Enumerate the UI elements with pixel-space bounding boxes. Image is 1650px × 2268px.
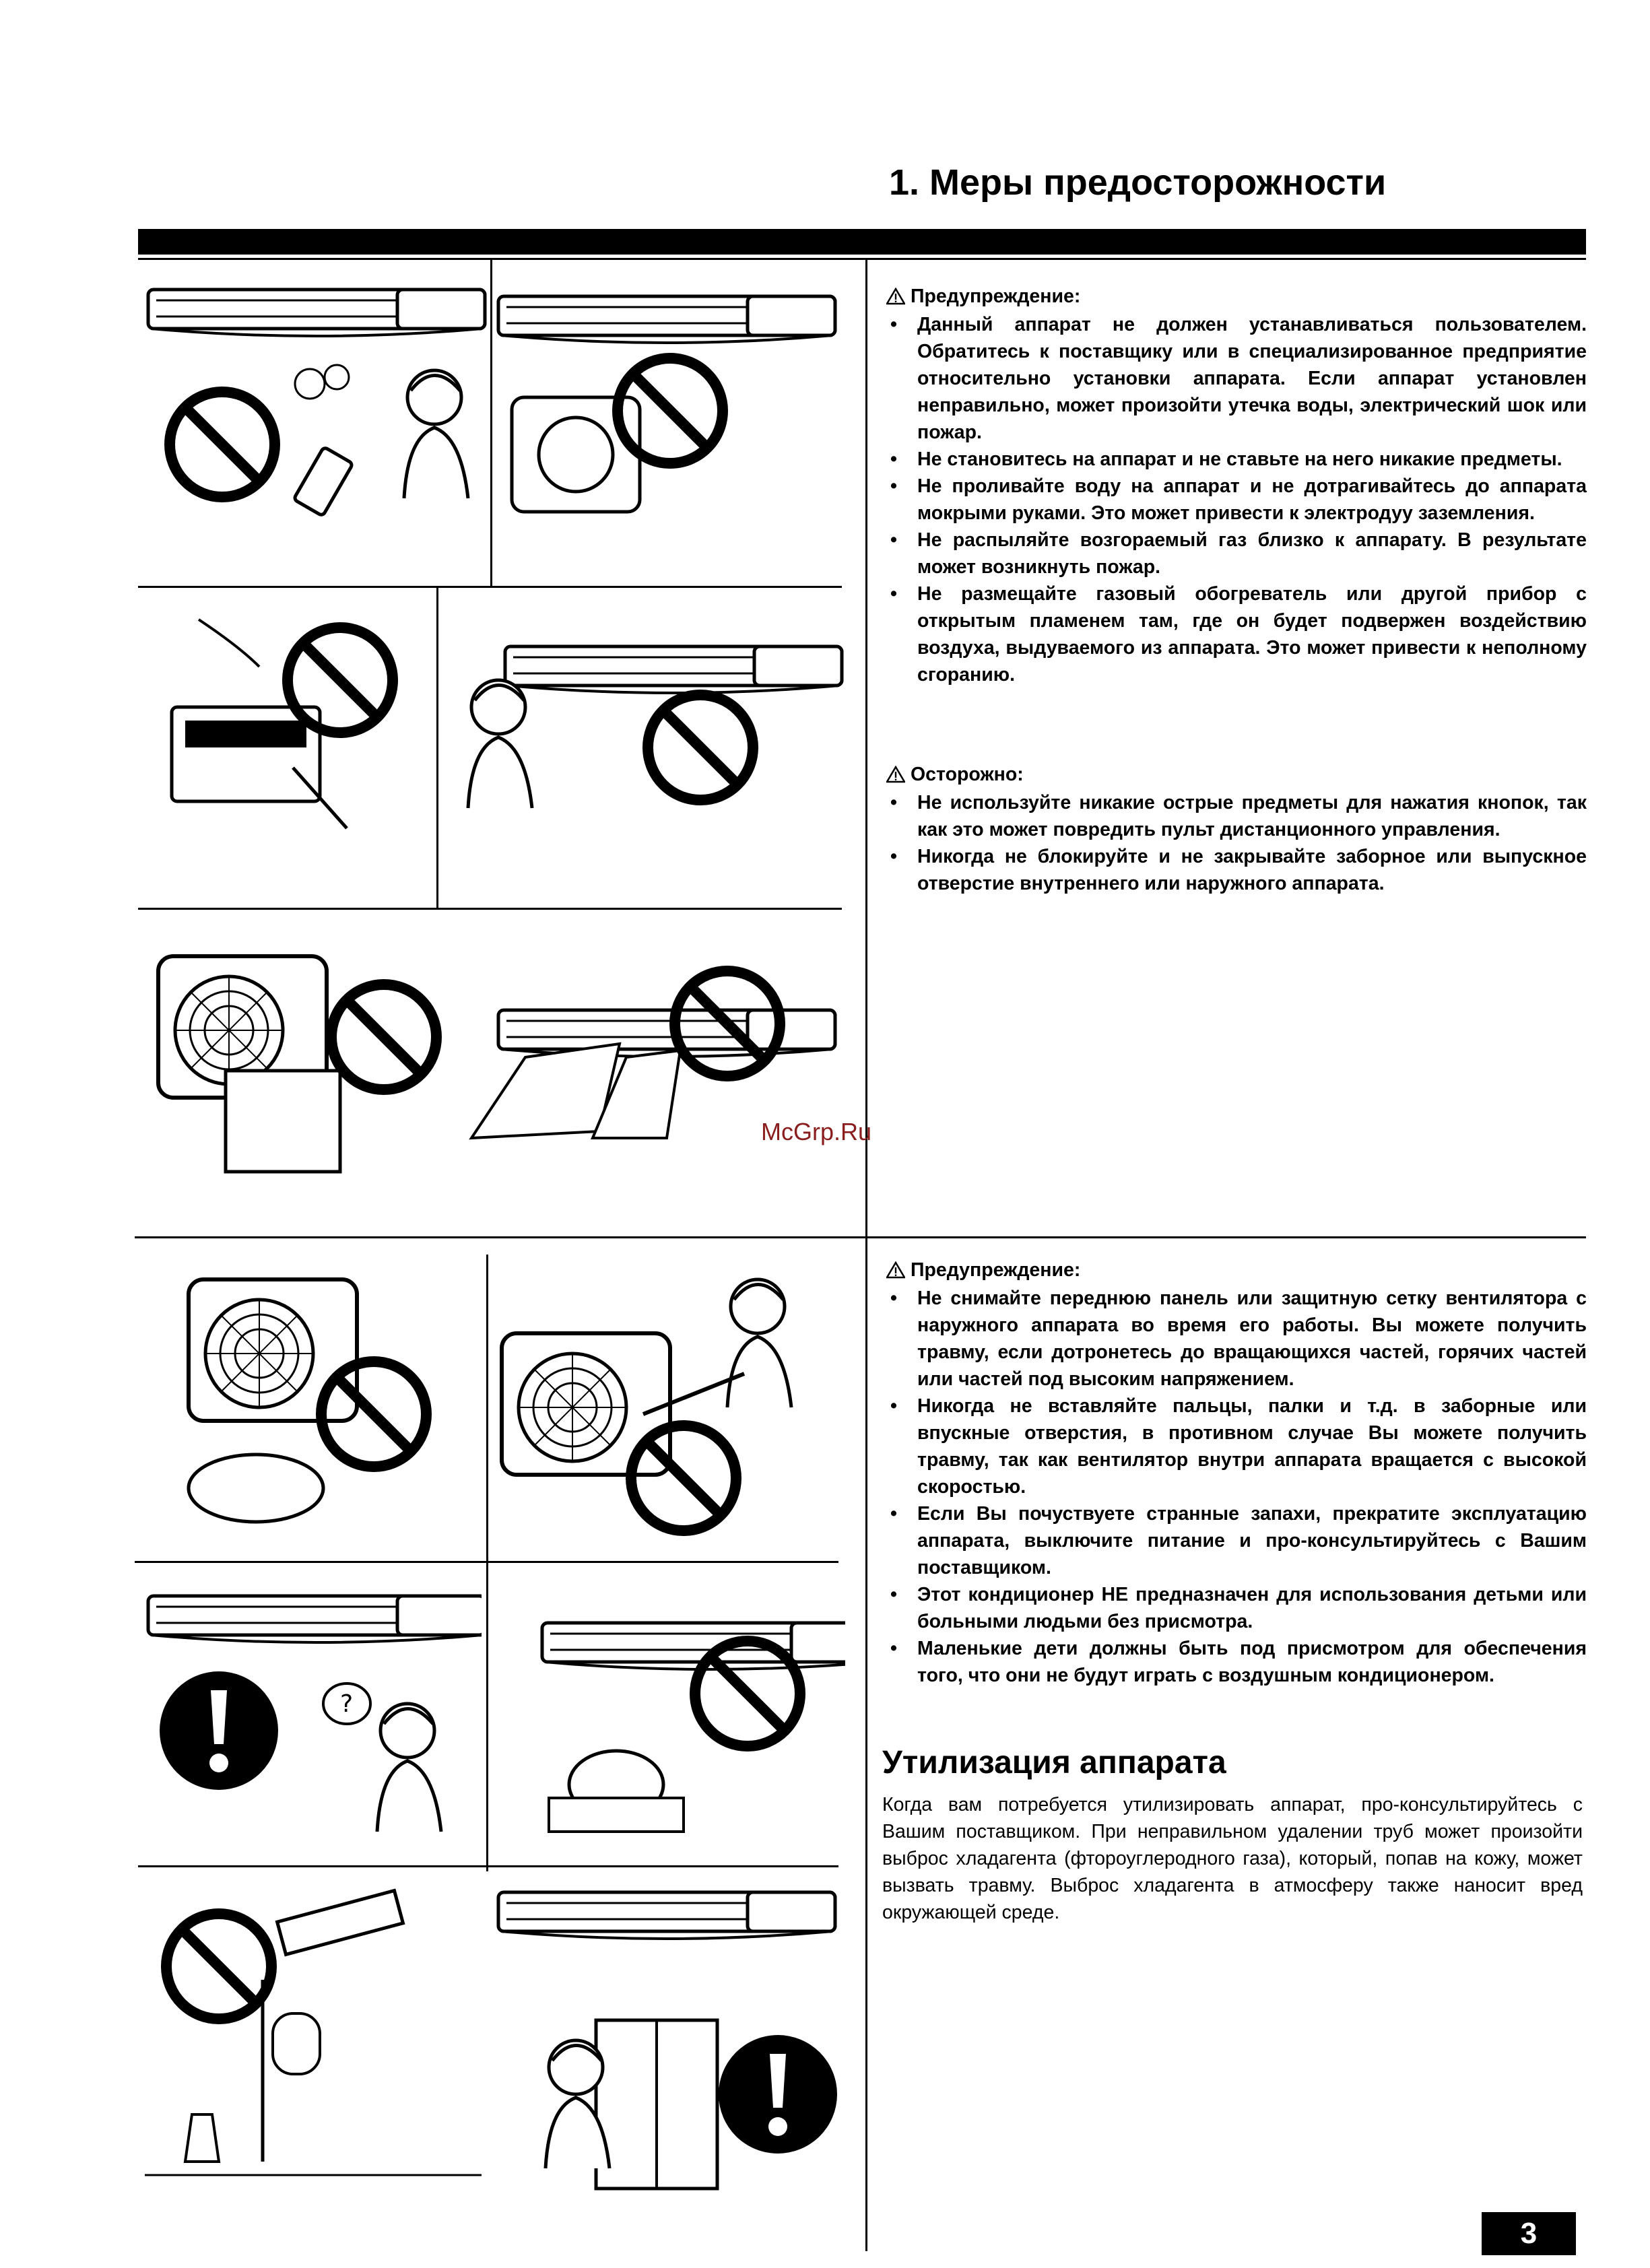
page-title: 1. Меры предосторожности bbox=[889, 162, 1387, 203]
disposal-heading: Утилизация аппарата bbox=[882, 1745, 1226, 1780]
caution-section bbox=[886, 761, 1587, 897]
column-divider bbox=[865, 258, 867, 2251]
svg-text:?: ? bbox=[340, 1690, 354, 1718]
illustration-child-stick bbox=[495, 1259, 845, 1556]
list-item: • Данный аппарат не должен устанавливаться пользователем. Обратитесь к поставщику или в специализированное предприятие относительно установки аппарата. Если аппарат установлен неправильно, может произойти утечка воды, электрический шок или пожар. bbox=[886, 311, 1587, 446]
list-item: • Не используйте никакие острые предметы для нажатия кнопок, так как это может повредить пульт дистанционного управления. bbox=[886, 789, 1587, 843]
warning-section-1 bbox=[886, 283, 1587, 688]
grid-line bbox=[138, 586, 842, 588]
grid-line bbox=[486, 1255, 488, 1871]
list-item: • Не становитесь на аппарат и не ставьте на него никакие предметы. bbox=[886, 446, 1587, 473]
grid-line bbox=[138, 908, 842, 910]
illustration-strange-smell bbox=[145, 1582, 482, 1859]
warning-header bbox=[886, 1257, 1587, 1283]
list-item: • Не проливайте воду на аппарат и не дотрагивайтесь до аппарата мокрыми руками. Это может привести к электродуу заземления. bbox=[886, 473, 1587, 527]
warning-triangle-icon bbox=[886, 766, 905, 783]
warning-header-label: Предупреждение: bbox=[911, 1259, 1081, 1281]
caution-header-label: Осторожно: bbox=[911, 764, 1024, 785]
title-rule bbox=[138, 229, 1586, 255]
grid-line bbox=[490, 258, 492, 586]
list-item: • Не снимайте переднюю панель или защитную сетку вентилятора с наружного аппарата во время его работы. Вы можете получить травму, если дотронетесь до вращающихся частей, горячих частей или частей под высоким напряжением. bbox=[886, 1285, 1587, 1393]
list-item: • Маленькие дети должны быть под присмотром для обеспечения того, что они не будут играть с воздушным кондиционером. bbox=[886, 1635, 1587, 1689]
list-item: • Не распыляйте возгораемый газ близко к аппарату. В результате может возникнуть пожар. bbox=[886, 527, 1587, 580]
disposal-text: Когда вам потребуется утилизировать аппарат, про-консультируйтесь с Вашим поставщиком. При неправильном удалении труб может произойти выброс хладагента (фтороуглеродного газа), который, попав на кожу, может вызвать травму. Выброс хладагента в атмосферу также наносит вред окружающей среде. bbox=[882, 1794, 1583, 1923]
list-item: • Никогда не вставляйте пальцы, палки и т.д. в заборные или впускные отверстия, в противном случае Вы можете получить травму, так как вентилятор внутри аппарата вращается с высокой скоростью. bbox=[886, 1393, 1587, 1500]
grid-line bbox=[135, 1236, 1586, 1238]
illustration-fan-guard-removed bbox=[175, 1266, 478, 1549]
page-number: 3 bbox=[1482, 2212, 1576, 2255]
list-item: • Если Вы почуствуете странные запахи, прекратите эксплуатацию аппарата, выключите питание и про-консультируйтесь с Вашим поставщиком. bbox=[886, 1500, 1587, 1581]
illustration-remote-sharp bbox=[145, 606, 428, 902]
warning-header bbox=[886, 283, 1587, 310]
warning-triangle-icon bbox=[886, 1261, 905, 1279]
illustration-baby bbox=[495, 1582, 845, 1859]
grid-line bbox=[436, 586, 438, 908]
grid-line bbox=[138, 1865, 838, 1867]
list-item: • Этот кондиционер НЕ предназначен для использования детьми или больными людьми без присмотра. bbox=[886, 1581, 1587, 1635]
grid-line bbox=[138, 258, 1586, 260]
warning-triangle-icon bbox=[886, 288, 905, 305]
watermark: McGrp.Ru bbox=[761, 1118, 872, 1145]
list-item: • Никогда не блокируйте и не закрывайте заборное или выпускное отверстие внутреннего или наружного аппарата. bbox=[886, 843, 1587, 897]
caution-header bbox=[886, 761, 1587, 788]
warning-header-label: Предупреждение: bbox=[911, 286, 1081, 307]
illustration-spray-gas bbox=[145, 283, 488, 579]
list-item: • Не размещайте газовый обогреватель или другой прибор с открытым пламенем там, где он будет подвержен воздействию воздуха, выдуваемого из аппарата. Это может привести к неполному сгоранию. bbox=[886, 580, 1587, 688]
illustration-blocked-indoor bbox=[465, 936, 849, 1226]
illustration-window bbox=[495, 1879, 845, 2215]
illustration-wet-hands bbox=[444, 606, 849, 902]
illustration-blocked-outdoor bbox=[152, 936, 461, 1226]
warning-section-2 bbox=[886, 1257, 1587, 1689]
illustration-plants bbox=[145, 1879, 482, 2215]
illustration-heater bbox=[495, 283, 852, 579]
